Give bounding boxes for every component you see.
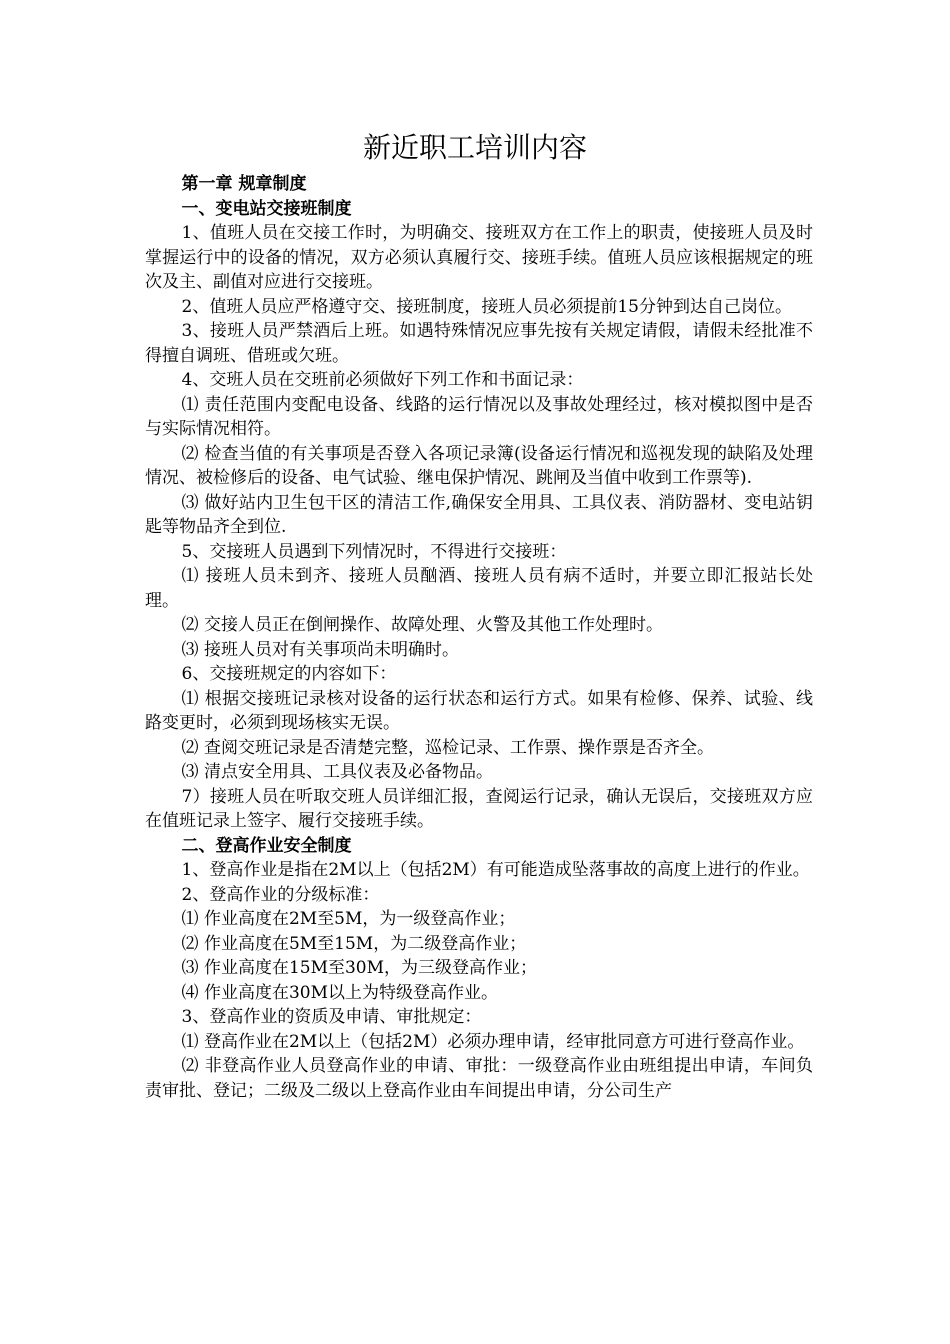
body-paragraph: ⑶ 接班人员对有关事项尚未明确时。 (181, 639, 459, 660)
body-paragraph: 1、登高作业是指在2M以上（包括2M）有可能造成坠落事故的高度上进行的作业。 (181, 860, 810, 880)
body-paragraph: 6、交接班规定的内容如下： (181, 664, 397, 684)
body-paragraph: ⑴ 登高作业在2M以上（包括2M）必须办理申请，经审批同意方可进行登高作业。 (181, 1031, 805, 1052)
document-body (145, 172, 813, 1103)
body-paragraph: ⑴ 作业高度在2M至5M，为一级登高作业； (181, 909, 516, 929)
body-paragraph: ⑵ 交接人员正在倒闸操作、故障处理、火警及其他工作处理时。 (181, 615, 663, 635)
body-paragraph: 5、交接班人员遇到下列情况时，不得进行交接班： (181, 541, 567, 562)
body-paragraph: 2、值班人员应严格遵守交、接班制度，接班人员必须提前15分钟到达自己岗位。 (181, 296, 792, 317)
body-paragraph: ⑶ 做好站内卫生包干区的清洁工作,确保安全用具、工具仪表、消防器材、变电站钥匙等物品齐全到位. (145, 492, 813, 537)
body-paragraph: 2、登高作业的分级标准： (181, 884, 380, 905)
body-paragraph: ⑶ 作业高度在15M至30M，为三级登高作业； (181, 958, 538, 978)
body-paragraph: ⑵ 检查当值的有关事项是否登入各项记录簿(设备运行情况和巡视发现的缺陷及处理情况、被检修后的设备、电气试验、继电保护情况、跳闸及当值中收到工作票等). (145, 443, 813, 488)
body-paragraph: ⑶ 清点安全用具、工具仪表及必备物品。 (181, 762, 493, 782)
section-heading: 第一章 规章制度 (181, 174, 307, 194)
body-paragraph: 3、登高作业的资质及申请、审批规定： (181, 1007, 482, 1027)
document-title: 新近职工培训内容 (362, 131, 587, 164)
body-paragraph: ⑴ 责任范围内变配电设备、线路的运行情况以及事故处理经过，核对模拟图中是否与实际情况相符。 (145, 394, 813, 439)
body-paragraph: 4、交班人员在交班前必须做好下列工作和书面记录： (181, 370, 584, 390)
body-paragraph: 1、值班人员在交接工作时，为明确交、接班双方在工作上的职责，使接班人员及时掌握运行中的设备的情况，双方必须认真履行交、接班手续。值班人员应该根据规定的班次及主、副值对应进行交接班。 (145, 223, 813, 292)
body-paragraph: 7）接班人员在听取交班人员详细汇报，查阅运行记录，确认无误后，交接班双方应在值班记录上签字、履行交接班手续。 (145, 786, 813, 831)
body-paragraph: ⑵ 作业高度在5M至15M，为二级登高作业； (181, 933, 527, 954)
body-paragraph: ⑷ 作业高度在30M以上为特级登高作业。 (181, 982, 498, 1003)
body-paragraph: ⑵ 非登高作业人员登高作业的申请、审批：一级登高作业由班组提出申请，车间负责审批、登记；二级及二级以上登高作业由车间提出申请，分公司生产 (145, 1056, 813, 1101)
body-paragraph: ⑵ 查阅交班记录是否清楚完整，巡检记录、工作票、操作票是否齐全。 (181, 737, 714, 758)
section-heading: 二、登高作业安全制度 (181, 835, 352, 856)
body-paragraph: ⑴ 接班人员未到齐、接班人员酗酒、接班人员有病不适时，并要立即汇报站长处理。 (145, 566, 813, 611)
body-paragraph: ⑴ 根据交接班记录核对设备的运行状态和运行方式。如果有检修、保养、试验、线路变更时，必须到现场核实无误。 (145, 688, 813, 733)
section-heading: 一、变电站交接班制度 (181, 198, 352, 219)
body-paragraph: 3、接班人员严禁酒后上班。如遇特殊情况应事先按有关规定请假，请假未经批准不得擅自调班、借班或欠班。 (145, 321, 813, 366)
